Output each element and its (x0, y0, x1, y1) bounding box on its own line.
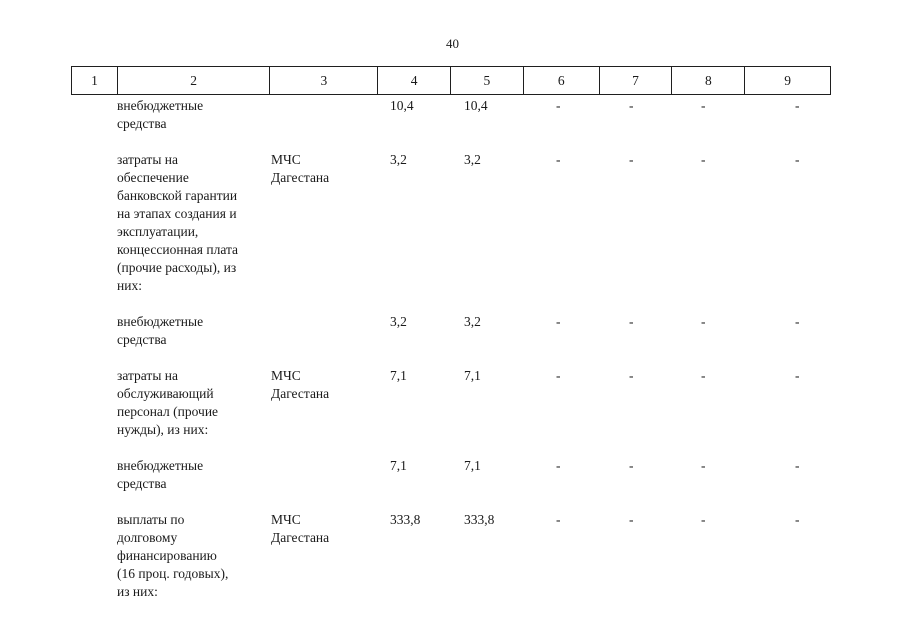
responsible-org-line: Дагестана (271, 170, 330, 185)
value-col-7: - (629, 314, 634, 329)
responsible-org-line: МЧС (271, 368, 301, 383)
value-col-4: 333,8 (390, 512, 421, 527)
value-col-6: - (556, 314, 561, 329)
expense-name (117, 457, 267, 493)
expense-name (117, 151, 267, 295)
table-header-row (71, 66, 831, 95)
expense-name (117, 97, 267, 133)
value-col-4: 10,4 (390, 98, 414, 113)
expense-name (117, 511, 267, 601)
value-col-8: - (701, 98, 706, 113)
expense-name-line: эксплуатации, (117, 224, 199, 239)
value-col-9: - (795, 314, 800, 329)
expense-name-line: на этапах создания и (117, 206, 237, 221)
expense-name (117, 313, 267, 349)
value-col-9: - (795, 98, 800, 113)
value-col-6: - (556, 458, 561, 473)
value-col-8: - (701, 458, 706, 473)
responsible-org-line: МЧС (271, 512, 301, 527)
value-col-7: - (629, 368, 634, 383)
value-col-7: - (629, 98, 634, 113)
header-col-6: 6 (524, 67, 600, 94)
expense-name-line: выплаты по (117, 512, 185, 527)
value-col-4: 7,1 (390, 368, 407, 383)
responsible-org (271, 151, 371, 187)
value-col-7: - (629, 152, 634, 167)
value-col-9: - (795, 368, 800, 383)
header-col-3: 3 (270, 67, 378, 94)
expense-name-line: внебюджетные (117, 98, 204, 113)
expense-name (117, 367, 267, 439)
value-col-8: - (701, 314, 706, 329)
value-col-4: 3,2 (390, 314, 407, 329)
header-col-5: 5 (451, 67, 524, 94)
header-col-4: 4 (378, 67, 451, 94)
value-col-7: - (629, 458, 634, 473)
expense-name-line: них: (117, 278, 142, 293)
expense-name-line: нужды), из них: (117, 422, 209, 437)
header-col-8: 8 (672, 67, 745, 94)
value-col-6: - (556, 98, 561, 113)
responsible-org-line: Дагестана (271, 530, 330, 545)
expense-name-line: затраты на (117, 152, 178, 167)
page-number: 40 (446, 36, 459, 51)
expense-name-line: средства (117, 332, 167, 347)
expense-name-line: средства (117, 116, 167, 131)
value-col-7: - (629, 512, 634, 527)
value-col-4: 7,1 (390, 458, 407, 473)
expense-name-line: внебюджетные (117, 458, 204, 473)
expense-name-line: концессионная плата (117, 242, 239, 257)
header-col-1: 1 (72, 67, 118, 94)
expense-name-line: обслуживающий (117, 386, 214, 401)
value-col-6: - (556, 152, 561, 167)
value-col-9: - (795, 152, 800, 167)
value-col-4: 3,2 (390, 152, 407, 167)
value-col-5: 7,1 (464, 458, 481, 473)
value-col-6: - (556, 368, 561, 383)
value-col-8: - (701, 512, 706, 527)
value-col-9: - (795, 512, 800, 527)
value-col-5: 10,4 (464, 98, 488, 113)
responsible-org-line: МЧС (271, 152, 301, 167)
expense-name-line: финансированию (117, 548, 217, 563)
responsible-org (271, 511, 371, 547)
value-col-5: 3,2 (464, 152, 481, 167)
header-col-7: 7 (600, 67, 673, 94)
expense-name-line: долговому (117, 530, 178, 545)
value-col-5: 3,2 (464, 314, 481, 329)
value-col-5: 333,8 (464, 512, 495, 527)
value-col-9: - (795, 458, 800, 473)
value-col-5: 7,1 (464, 368, 481, 383)
value-col-6: - (556, 512, 561, 527)
header-col-9: 9 (784, 72, 791, 88)
expense-name-line: персонал (прочие (117, 404, 219, 419)
expense-name-line: из них: (117, 584, 158, 599)
responsible-org (271, 367, 371, 403)
expense-name-line: внебюджетные (117, 314, 204, 329)
expense-name-line: средства (117, 476, 167, 491)
expense-name-line: (16 проц. годовых), (117, 566, 229, 581)
value-col-8: - (701, 152, 706, 167)
header-col-2: 2 (118, 67, 271, 94)
expense-name-line: банковской гарантии (117, 188, 238, 203)
expense-name-line: затраты на (117, 368, 178, 383)
expense-name-line: обеспечение (117, 170, 189, 185)
expense-name-line: (прочие расходы), из (117, 260, 237, 275)
responsible-org-line: Дагестана (271, 386, 330, 401)
value-col-8: - (701, 368, 706, 383)
